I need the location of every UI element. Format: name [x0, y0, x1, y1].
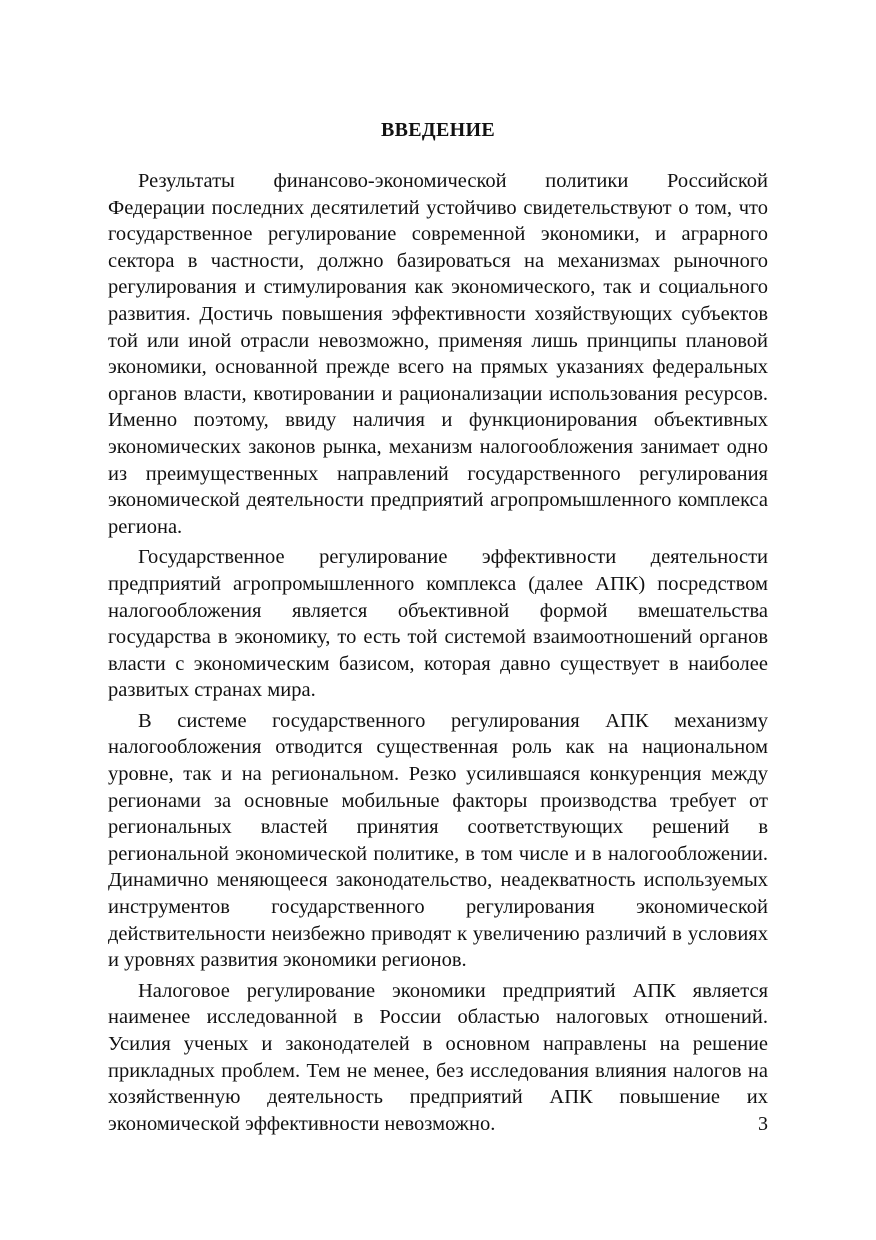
- paragraph-1: Результаты финансово-экономической политики Российской Федерации последних десятилетий устойчиво свидетельствуют о том, что государственное регулирование современной экономики, и аграрного сектора в частности, должно базироваться на механизмах рыночного регулирования и стимулирования как экономического, так и социального развития. Достичь повышения эффективности хозяйствующих субъектов той или иной отрасли невозможно, применяя лишь принципы плановой экономики, основанной прежде всего на прямых указаниях федеральных органов власти, квотировании и рационализации использования ресурсов. Именно поэтому, ввиду наличия и функционирования объективных экономических законов рынка, механизм налогообложения занимает одно из преимущественных направлений государственного регулирования экономической деятельности предприятий агропромышленного комплекса региона.: [108, 170, 768, 538]
- page-number: 3: [758, 1113, 768, 1135]
- body-text: [108, 168, 768, 1141]
- paragraph-4: Налоговое регулирование экономики предприятий АПК является наименее исследованной в России областью налоговых отношений. Усилия ученых и законодателей в основном направлены на решение прикладных проблем. Тем не менее, без исследования влияния налогов на хозяйственную деятельность предприятий АПК повышение их экономической эффективности невозможно.: [108, 979, 768, 1135]
- paragraph-2: Государственное регулирование эффективности деятельности предприятий агропромышленного комплекса (далее АПК) посредством налогообложения является объективной формой вмешательства государства в экономику, то есть той системой взаимоотношений органов власти с экономическим базисом, которая давно существует в наиболее развитых странах мира.: [108, 546, 768, 702]
- paragraph-3: В системе государственного регулирования АПК механизму налогообложения отводится существенная роль как на национальном уровне, так и на региональном. Резко усилившаяся конкуренция между регионами за основные мобильные факторы производства требует от региональных властей принятия соответствующих решений в региональной экономической политике, в том числе и в налогообложении. Динамично меняющееся законодательство, неадекватность используемых инструментов государственного регулирования экономической действительности неизбежно приводят к увеличению различий в условиях и уровнях развития экономики регионов.: [108, 709, 768, 972]
- page-title: ВВЕДЕНИЕ: [381, 119, 495, 141]
